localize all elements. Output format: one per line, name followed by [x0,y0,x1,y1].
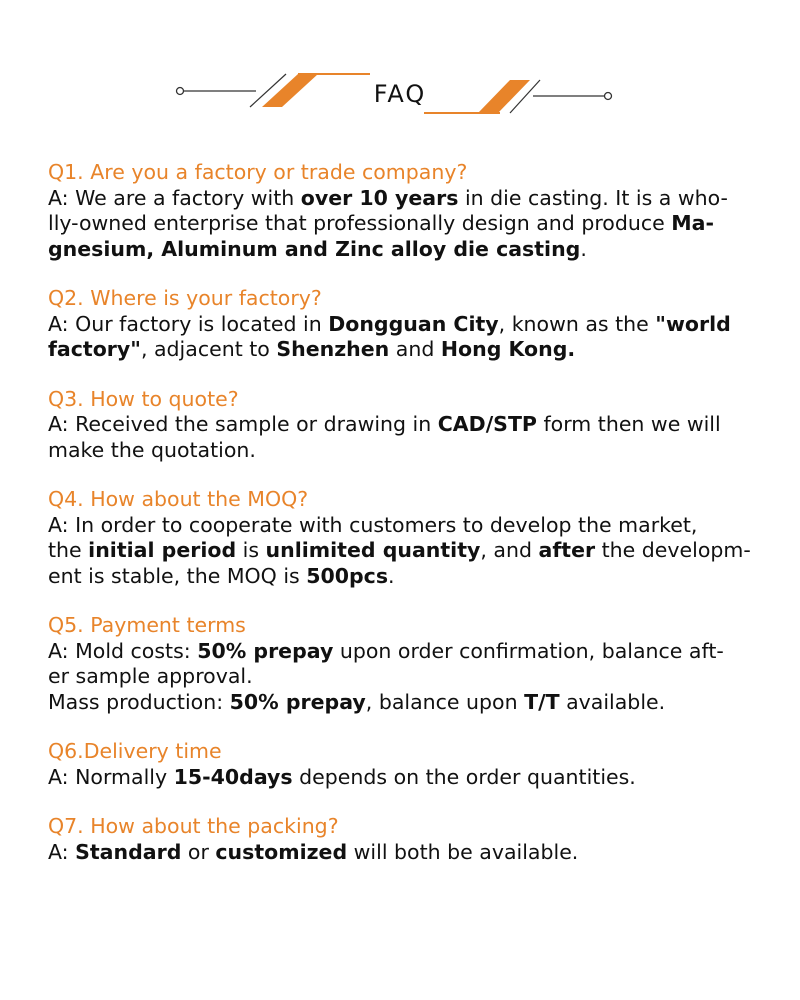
faq-answer [48,513,753,590]
faq-answer [48,639,753,716]
answer-text: A: Normally [48,764,174,789]
faq-answer [48,186,753,263]
faq-header [0,60,800,130]
answer-bold-text: customized [215,839,348,864]
answer-text: A: [48,839,76,864]
answer-line [48,639,753,665]
faq-answer [48,412,753,463]
answer-text: A: In order to cooperate with customers to develop the market, [48,512,698,537]
faq-item [48,487,753,589]
answer-bold-text: 15-40days [173,764,293,789]
answer-text: A: We are a factory with [48,185,301,210]
answer-text: upon order confirmation, balance aft- [333,638,724,663]
answer-bold-text: unlimited quantity [265,538,481,562]
answer-line [48,186,753,212]
answer-line [48,840,753,866]
answer-bold-text: over 10 years [300,185,459,210]
answer-text: . [388,563,395,588]
answer-bold-text: Hong Kong. [440,337,576,361]
answer-text: A: Our factory is located in [48,311,329,336]
answer-text: , known as the [498,311,656,336]
answer-text: depends on the order quantities. [292,764,636,789]
answer-line [48,765,753,791]
answer-text: er sample approval. [48,664,253,688]
answer-line [48,664,753,690]
faq-question: Q5. Payment terms [48,613,246,637]
answer-text: make the quotation. [48,437,256,462]
faq-answer [48,312,753,363]
answer-text: A: Received the sample or drawing in [48,412,438,436]
answer-bold-text: initial period [88,538,237,562]
answer-text: Mass production: [48,689,230,714]
faq-question: Q6.Delivery time [48,739,222,763]
answer-bold-text: factory" [48,337,141,361]
faq-item [48,739,753,790]
answer-text: and [389,337,441,361]
answer-bold-text: 50% prepay [229,689,366,714]
answer-text: , and [480,538,539,562]
answer-line [48,538,753,564]
faq-item [48,814,753,865]
faq-question: Q4. How about the MOQ? [48,487,309,511]
answer-line [48,438,753,464]
answer-text: form then we will [536,412,721,436]
answer-text: or [181,839,216,864]
answer-text: available. [559,689,666,714]
answer-line [48,237,753,263]
faq-question: Q7. How about the packing? [48,814,339,838]
page-title: FAQ [373,80,427,108]
answer-bold-text: gnesium, Aluminum and Zinc alloy die casting [48,236,581,261]
answer-text: in die casting. It is a who- [458,185,728,210]
faq-question: Q2. Where is your factory? [48,286,322,310]
answer-line [48,513,753,539]
answer-text: will both be available. [347,839,579,864]
faq-item [48,160,753,262]
faq-list [48,160,753,889]
faq-question: Q1. Are you a factory or trade company? [48,160,468,184]
faq-item [48,613,753,715]
answer-bold-text: Standard [75,839,182,864]
answer-bold-text: Dongguan City [328,311,499,336]
answer-text: . [580,236,587,261]
answer-text: , balance upon [365,689,525,714]
answer-text: the [48,538,89,562]
answer-line [48,564,753,590]
answer-line [48,312,753,338]
answer-text: ent is stable, the MOQ is [48,563,307,588]
answer-text: A: Mold costs: [48,638,198,663]
answer-text: the developm- [595,538,751,562]
answer-bold-text: Ma- [671,211,715,235]
answer-line [48,211,753,237]
answer-bold-text: T/T [524,689,560,714]
faq-item [48,387,753,464]
answer-text: , adjacent to [140,337,277,361]
answer-bold-text: "world [655,311,731,336]
answer-line [48,337,753,363]
answer-line [48,412,753,438]
answer-text: lly-owned enterprise that professionally design and produce [48,211,672,235]
answer-bold-text: 500pcs [306,563,389,588]
answer-bold-text: CAD/STP [437,412,537,436]
answer-bold-text: 50% prepay [197,638,334,663]
faq-answer [48,765,753,791]
answer-line [48,690,753,716]
faq-answer [48,840,753,866]
faq-item [48,286,753,363]
faq-question: Q3. How to quote? [48,386,239,411]
answer-bold-text: after [538,538,596,562]
answer-bold-text: Shenzhen [276,337,390,361]
answer-text: is [236,538,266,562]
